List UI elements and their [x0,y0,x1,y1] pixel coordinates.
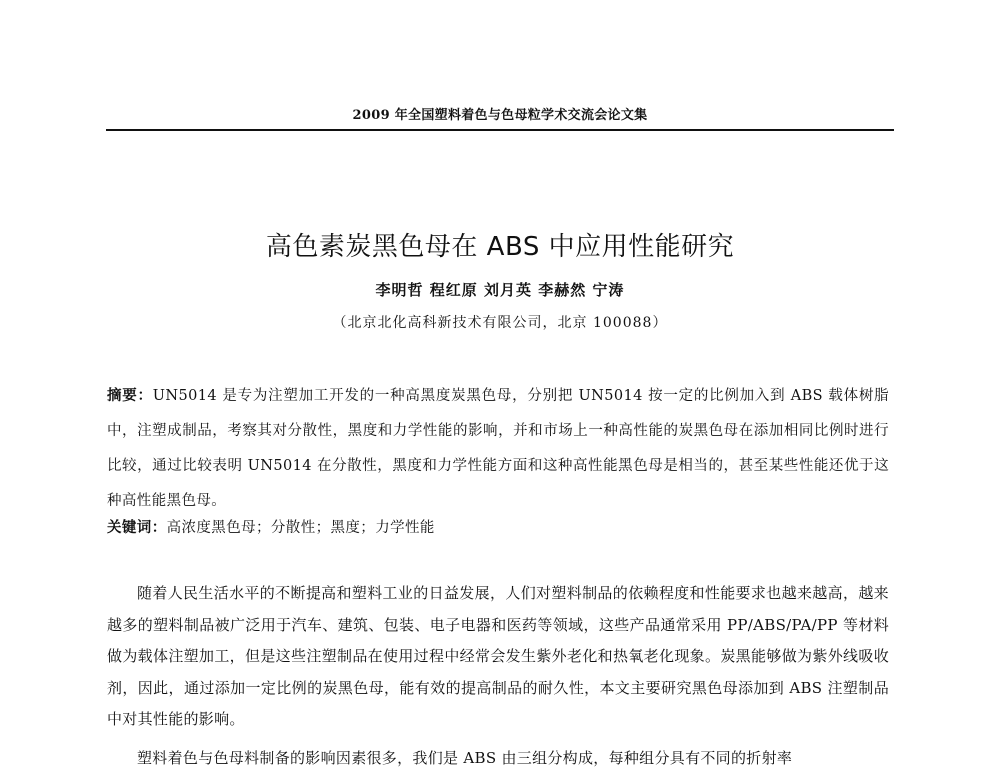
keywords [107,510,889,546]
affiliation: （北京北化高科新技术有限公司，北京 100088） [332,315,668,331]
paper-title: 高色素炭黑色母在 ABS 中应用性能研究 [265,232,735,262]
abstract-text: UN5014 是专为注塑加工开发的一种高黑度炭黑色母，分别把 UN5014 按一定的比例加入到 ABS 载体树脂中，注塑成制品，考察其对分散性，黑度和力学性能的影响，并和市场上一种高性能的炭黑色母在添加相同比例时进行比较，通过比较表明 UN5014 在分散性，黑度和力学性能方面和这种高性能黑色母是相当的，甚至某些性能还优于这种高性能黑色母。 [107,388,889,509]
running-head: 2009 年全国塑料着色与色母粒学术交流会论文集 [352,108,648,123]
keywords-label: 关键词： [107,519,167,536]
abstract [107,378,889,519]
abstract-label: 摘要： [107,387,153,404]
author-list: 李明哲 程红原 刘月英 李赫然 宁涛 [375,281,625,299]
header-rule [106,129,894,131]
body-paragraph-2: 塑料着色与色母料制备的影响因素很多，我们是 ABS 由三组分构成，每种组分具有不同的折射率 [137,749,793,767]
keywords-text: 高浓度黑色母；分散性；黑度；力学性能 [166,520,435,536]
body-paragraph-1: 随着人民生活水平的不断提高和塑料工业的日益发展，人们对塑料制品的依赖程度和性能要求也越来越高，越来越多的塑料制品被广泛用于汽车、建筑、包装、电子电器和医药等领域，这些产品通常采用 PP/ABS/PA/PP 等材料做为载体注塑加工，但是这些注塑制品在使用过程中经常会发生紫外老化和热氧老化现象。炭黑能够做为紫外线吸收剂，因此，通过添加一定比例的炭黑色母，能有效的提高制品的耐久性，本文主要研究黑色母添加到 ABS 注塑制品中对其性能的影响。 [107,584,889,728]
